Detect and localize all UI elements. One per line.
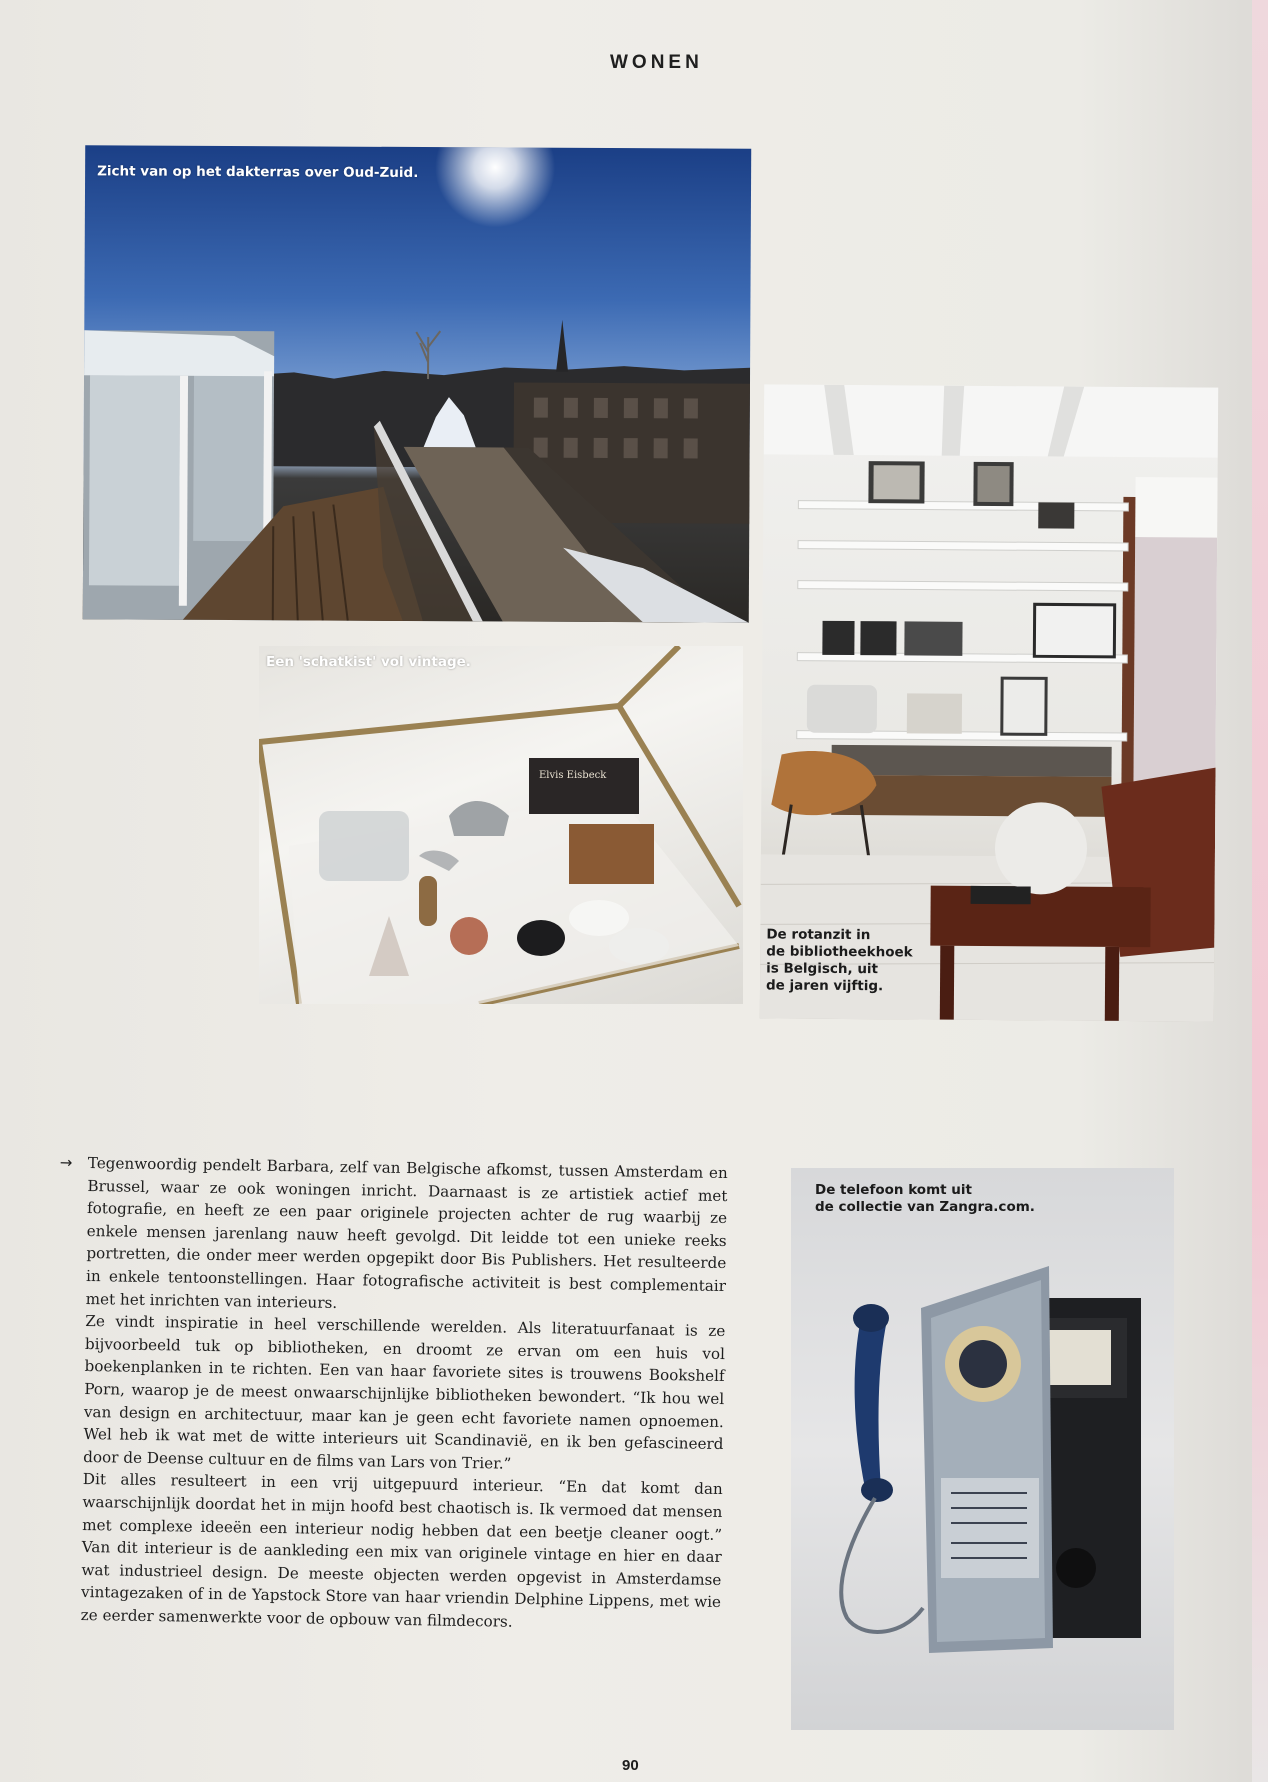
- telephone-illustration: [791, 1168, 1174, 1730]
- arrow-right-icon: →: [59, 1153, 73, 1172]
- section-label: WONEN: [610, 52, 703, 73]
- article-body: [59, 1152, 728, 1636]
- adjacent-page-edge: [1252, 0, 1268, 1782]
- chest-illustration: [259, 646, 743, 1004]
- vintage-chest-photo: [259, 646, 743, 1004]
- chest-caption: Een 'schatkist' vol vintage.: [266, 654, 471, 670]
- library-caption-line: is Belgisch, uit: [766, 960, 879, 978]
- telephone-caption-line: De telefoon komt uit: [815, 1182, 972, 1198]
- rooftop-illustration: [83, 145, 751, 622]
- rooftop-photo: [83, 145, 751, 622]
- article-paragraph: Tegenwoordig pendelt Barbara, zelf van Belgische afkomst, tussen Amsterdam en Brussel, waar ze ook woningen inricht. Daarnaast is ze artistiek actief met fotografie, en heeft ze een paar originele projecten achter de rug waarbij ze enkele mensen jarenlang nauw heeft gevolgd. Dit leidde tot een unieke reeks portretten, die onder meer werden opgepikt door Bis Publishers. Het resulteerde in enkele tentoonstellingen. Haar fotografische activiteit is best complementair met het inrichten van interieurs.: [85, 1153, 728, 1312]
- article-paragraph: Ze vindt inspiratie in heel verschillende werelden. Als literatuurfanaat is ze bijvoorbeeld tuk op bibliotheken, en droomt ze ervan om een huis vol boekenplanken in te richten. Een van haar favoriete sites is trouwens Bookshelf Porn, waarop je de meest onwaarschijnlijke bibliotheken bewondert. “Ik hou wel van design en architectuur, maar kan je geen echt favoriete namen opnoemen. Wel heb ik wat met de witte interieurs uit Scandinavië, en ik ben gefascineerd door de Deense cultuur en de films van Lars von Trier.”: [83, 1312, 726, 1473]
- telephone-caption-line: de collectie van Zangra.com.: [815, 1199, 1035, 1215]
- library-photo: [760, 384, 1218, 1021]
- telephone-caption: [815, 1182, 1035, 1216]
- library-caption-line: De rotanzit in: [766, 926, 871, 944]
- library-caption-line: de jaren vijftig.: [765, 977, 884, 995]
- telephone-photo: [791, 1168, 1174, 1730]
- article-paragraph: Dit alles resulteert in een vrij uitgepuurd interieur. “En dat komt dan waarschijnlijk doordat het in mijn hoofd best chaotisch is. Ik vermoed dat mensen met complexe ideeën een interieur nodig hebben dat een beetje cleaner oogt.” Van dit interieur is de aankleding een mix van originele vintage en hier en daar wat industrieel design. De meeste objecten werden opgevist in Amsterdamse vintagezaken of in de Yapstock Store van haar vriendin Delphine Lippens, met wie ze eerder samenwerkte voor de opbouw van filmdecors.: [80, 1470, 723, 1631]
- library-caption: [766, 926, 913, 995]
- page-number: 90: [622, 1757, 639, 1774]
- chest-book-label: Elvis Eisbeck: [539, 770, 607, 781]
- library-caption-line: de bibliotheekhoek: [766, 943, 913, 961]
- rooftop-caption: Zicht van op het dakterras over Oud-Zuid.: [97, 163, 419, 182]
